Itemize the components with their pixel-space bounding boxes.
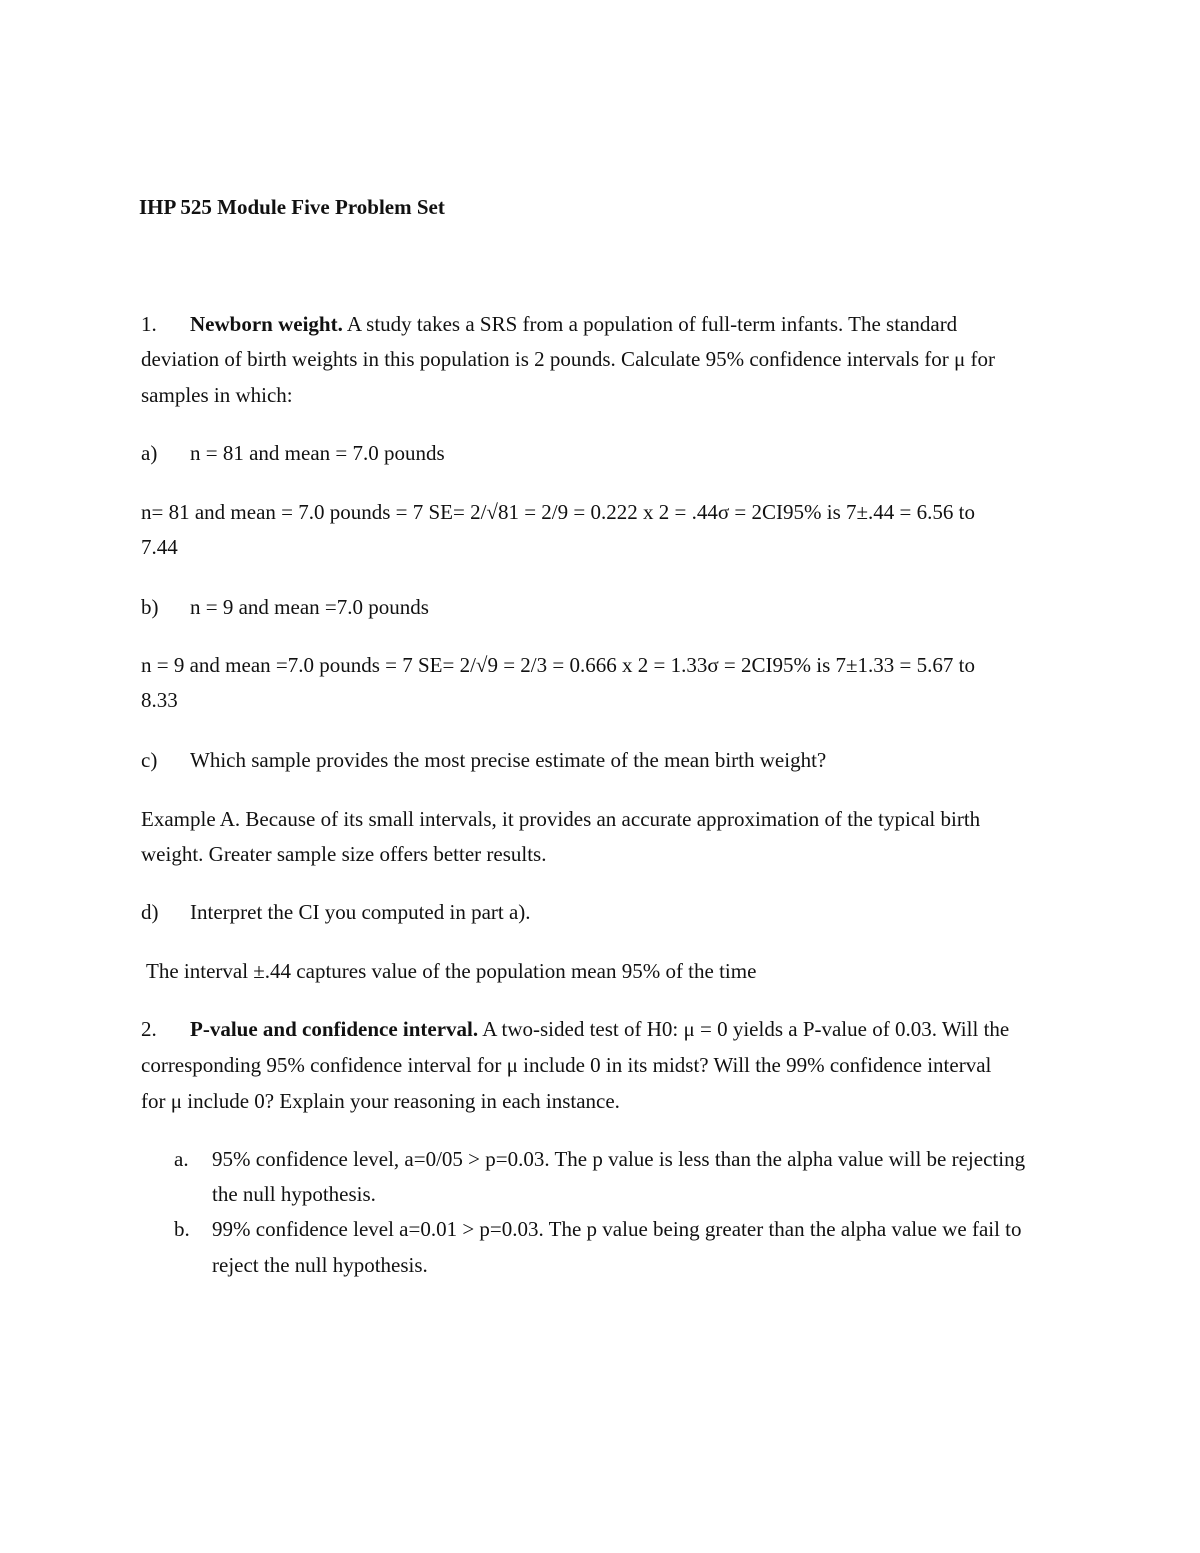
question-1-text-line-3: samples in which: — [141, 383, 293, 407]
part-b-answer-line-1: n = 9 and mean =7.0 pounds = 7 SE= 2/√9 = 2/3 = 0.666 x 2 = 1.33σ = 2CI95% is 7±1.33 = 5.67 to — [141, 653, 975, 677]
part-d-label: d) — [141, 900, 159, 924]
question-2-heading: P-value and confidence interval. — [190, 1017, 479, 1041]
part-d-question: Interpret the CI you computed in part a). — [190, 900, 531, 924]
page-title: IHP 525 Module Five Problem Set — [139, 195, 445, 219]
question-1-heading: Newborn weight. — [190, 312, 343, 336]
question-1-intro: A study takes a SRS from a population of full-term infants. The standard — [346, 312, 958, 336]
part-b-answer-line-2: 8.33 — [141, 688, 178, 712]
question-2-text-line-3: for μ include 0? Explain your reasoning in each instance. — [141, 1089, 620, 1113]
part-c-answer-line-2: weight. Greater sample size offers better results. — [141, 842, 547, 866]
list-item-label: b. — [174, 1217, 190, 1241]
part-a-answer-line-2: 7.44 — [141, 535, 178, 559]
part-c-label: c) — [141, 748, 158, 772]
part-a-answer-line-1: n= 81 and mean = 7.0 pounds = 7 SE= 2/√81 = 2/9 = 0.222 x 2 = .44σ = 2CI95% is 7±.44 = 6.56 to — [141, 500, 975, 524]
list-item-line-1: 95% confidence level, a=0/05 > p=0.03. The p value is less than the alpha value will be rejecting — [212, 1147, 1026, 1171]
part-c-question: Which sample provides the most precise estimate of the mean birth weight? — [190, 748, 827, 772]
list-item-label: a. — [174, 1147, 189, 1171]
part-b-question: n = 9 and mean =7.0 pounds — [190, 595, 429, 619]
question-1-text-line-2: deviation of birth weights in this population is 2 pounds. Calculate 95% confidence intervals for μ for — [141, 347, 995, 371]
question-2-number: 2. — [141, 1017, 157, 1041]
question-1-number: 1. — [141, 312, 157, 336]
list-item-line-2: reject the null hypothesis. — [212, 1253, 428, 1277]
question-2-text-line-2: corresponding 95% confidence interval for μ include 0 in its midst? Will the 99% confidence interval — [141, 1053, 992, 1077]
question-2-intro: A two-sided test of H0: μ = 0 yields a P-value of 0.03. Will the — [482, 1017, 1010, 1041]
part-a-label: a) — [141, 441, 158, 465]
part-a-question: n = 81 and mean = 7.0 pounds — [190, 441, 445, 465]
part-b-label: b) — [141, 595, 159, 619]
part-c-answer-line-1: Example A. Because of its small intervals, it provides an accurate approximation of the typical birth — [141, 807, 981, 831]
question-2-text-line-1 — [190, 1019, 1009, 1040]
list-item-line-1: 99% confidence level a=0.01 > p=0.03. The p value being greater than the alpha value we fail to — [212, 1217, 1022, 1241]
question-1-text-line-1 — [190, 314, 957, 335]
part-d-answer: The interval ±.44 captures value of the population mean 95% of the time — [146, 959, 757, 983]
list-item-line-2: the null hypothesis. — [212, 1182, 376, 1206]
